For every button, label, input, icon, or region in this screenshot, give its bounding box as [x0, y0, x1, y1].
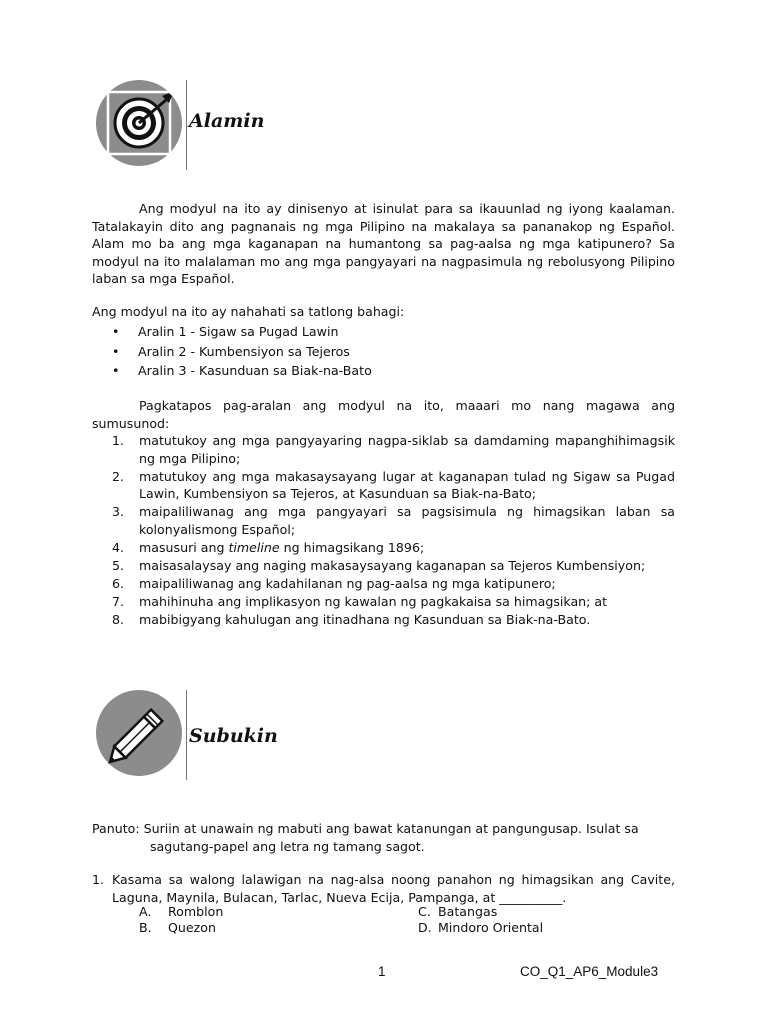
- list-item: [112, 611, 675, 629]
- section-title: Subukin: [189, 725, 278, 747]
- list-item: [112, 503, 675, 538]
- choice-text: Quezon: [168, 920, 216, 935]
- parts-list: [112, 322, 372, 381]
- objectives-intro: Pagkatapos pag-aralan ang modyul na ito, maaari mo nang magawa ang sumusunod:: [92, 398, 675, 431]
- module-code: CO_Q1_AP6_Module3: [520, 964, 659, 979]
- header-divider: [186, 80, 187, 170]
- item-text: mabibigyang kahulugan ang itinadhana ng Kasunduan sa Biak-na-Bato.: [139, 612, 591, 628]
- item-number: 3.: [112, 504, 125, 520]
- choice-text: Romblon: [168, 904, 224, 919]
- list-item: • Aralin 3 - Kasunduan sa Biak-na-Bato: [112, 361, 372, 381]
- instructions: Panuto: Suriin at unawain ng mabuti ang bawat katanungan at pangungusap. Isulat sa sagutang-papel ang letra ng tamang sagot.: [92, 821, 639, 854]
- list-item: • Aralin 1 - Sigaw sa Pugad Lawin: [112, 322, 372, 342]
- list-item: [112, 593, 675, 611]
- item-text: maisasalaysay ang naging makasaysayang kaganapan sa Tejeros Kumbensiyon;: [139, 558, 646, 574]
- question-number: 1.: [92, 872, 105, 887]
- choice-letter: B.: [139, 920, 152, 935]
- subukin-header: [94, 690, 394, 780]
- list-item: [112, 468, 675, 503]
- choice-c[interactable]: [418, 903, 497, 920]
- item-number: 7.: [112, 594, 125, 610]
- item-text: matutukoy ang mga makasaysayang lugar at kaganapan tulad ng Sigaw sa Pugad Lawin, Kumbensiyon sa Tejeros, at Kasunduan sa Biak-na-Bato;: [139, 468, 675, 502]
- item-number: 4.: [112, 540, 125, 556]
- item-text: maipaliliwanag ang kadahilanan ng pag-aalsa ng mga katipunero;: [139, 576, 556, 592]
- choice-a[interactable]: [139, 903, 223, 920]
- item-text-part: ng himagsikang 1896;: [279, 540, 425, 556]
- list-item: [112, 432, 675, 467]
- choice-d[interactable]: [418, 919, 543, 936]
- question-text: Kasama sa walong lalawigan na nag-alsa noong panahon ng himagsikan ang Cavite, Laguna, Maynila, Bulacan, Tarlac, Nueva Ecija, Pampanga, at __________.: [112, 872, 675, 905]
- item-text: [139, 539, 675, 557]
- item-text: mahihinuha ang implikasyon ng kawalan ng pagkakaisa sa himagsikan; at: [139, 594, 608, 610]
- section-title: Alamin: [189, 110, 265, 132]
- header-divider: [186, 690, 187, 780]
- page-number: 1: [378, 964, 386, 979]
- question-item: [92, 871, 675, 906]
- item-number: 1.: [112, 433, 125, 448]
- choice-letter: C.: [418, 904, 431, 919]
- choice-letter: A.: [139, 904, 152, 919]
- pencil-icon: [96, 690, 182, 776]
- list-item: [112, 557, 675, 575]
- item-text: matutukoy ang mga pangyayaring nagpa-siklab sa damdaming mapanghihimagsik ng mga Pilipino;: [139, 433, 675, 466]
- list-item: [112, 575, 675, 593]
- alamin-header: [94, 80, 394, 170]
- choice-b[interactable]: [139, 919, 216, 936]
- parts-intro: Ang modyul na ito ay nahahati sa tatlong bahagi:: [92, 304, 405, 319]
- intro-paragraph: Ang modyul na ito ay dinisenyo at isinulat para sa ikauunlad ng iyong kaalaman. Tatalakayin dito ang pagnanais ng mga Pilipino na makalaya sa pananakop ng Español. Alam mo ba ang mga kaganapan na humantong sa pag-aalsa ng mga katipunero? Sa modyul na ito malalaman mo ang mga pangyayari na nagpasimula ng rebolusyong Pilipino laban sa mga Español.: [92, 201, 675, 287]
- item-number: 6.: [112, 576, 125, 592]
- list-item: [112, 539, 675, 557]
- italic-term: timeline: [228, 540, 280, 556]
- choice-text: Mindoro Oriental: [438, 920, 544, 935]
- objectives-list: [112, 432, 675, 630]
- item-text-part: masusuri ang: [139, 540, 229, 556]
- item-number: 2.: [112, 468, 125, 484]
- choice-letter: D.: [418, 920, 432, 935]
- choice-text: Batangas: [438, 904, 498, 919]
- target-icon: [96, 80, 182, 166]
- list-item: • Aralin 2 - Kumbensiyon sa Tejeros: [112, 342, 372, 362]
- item-number: 5.: [112, 558, 125, 574]
- item-text: maipaliliwanag ang mga pangyayari sa pagsisimula ng himagsikan laban sa kolonyalismong Español;: [139, 504, 675, 537]
- item-number: 8.: [112, 612, 125, 628]
